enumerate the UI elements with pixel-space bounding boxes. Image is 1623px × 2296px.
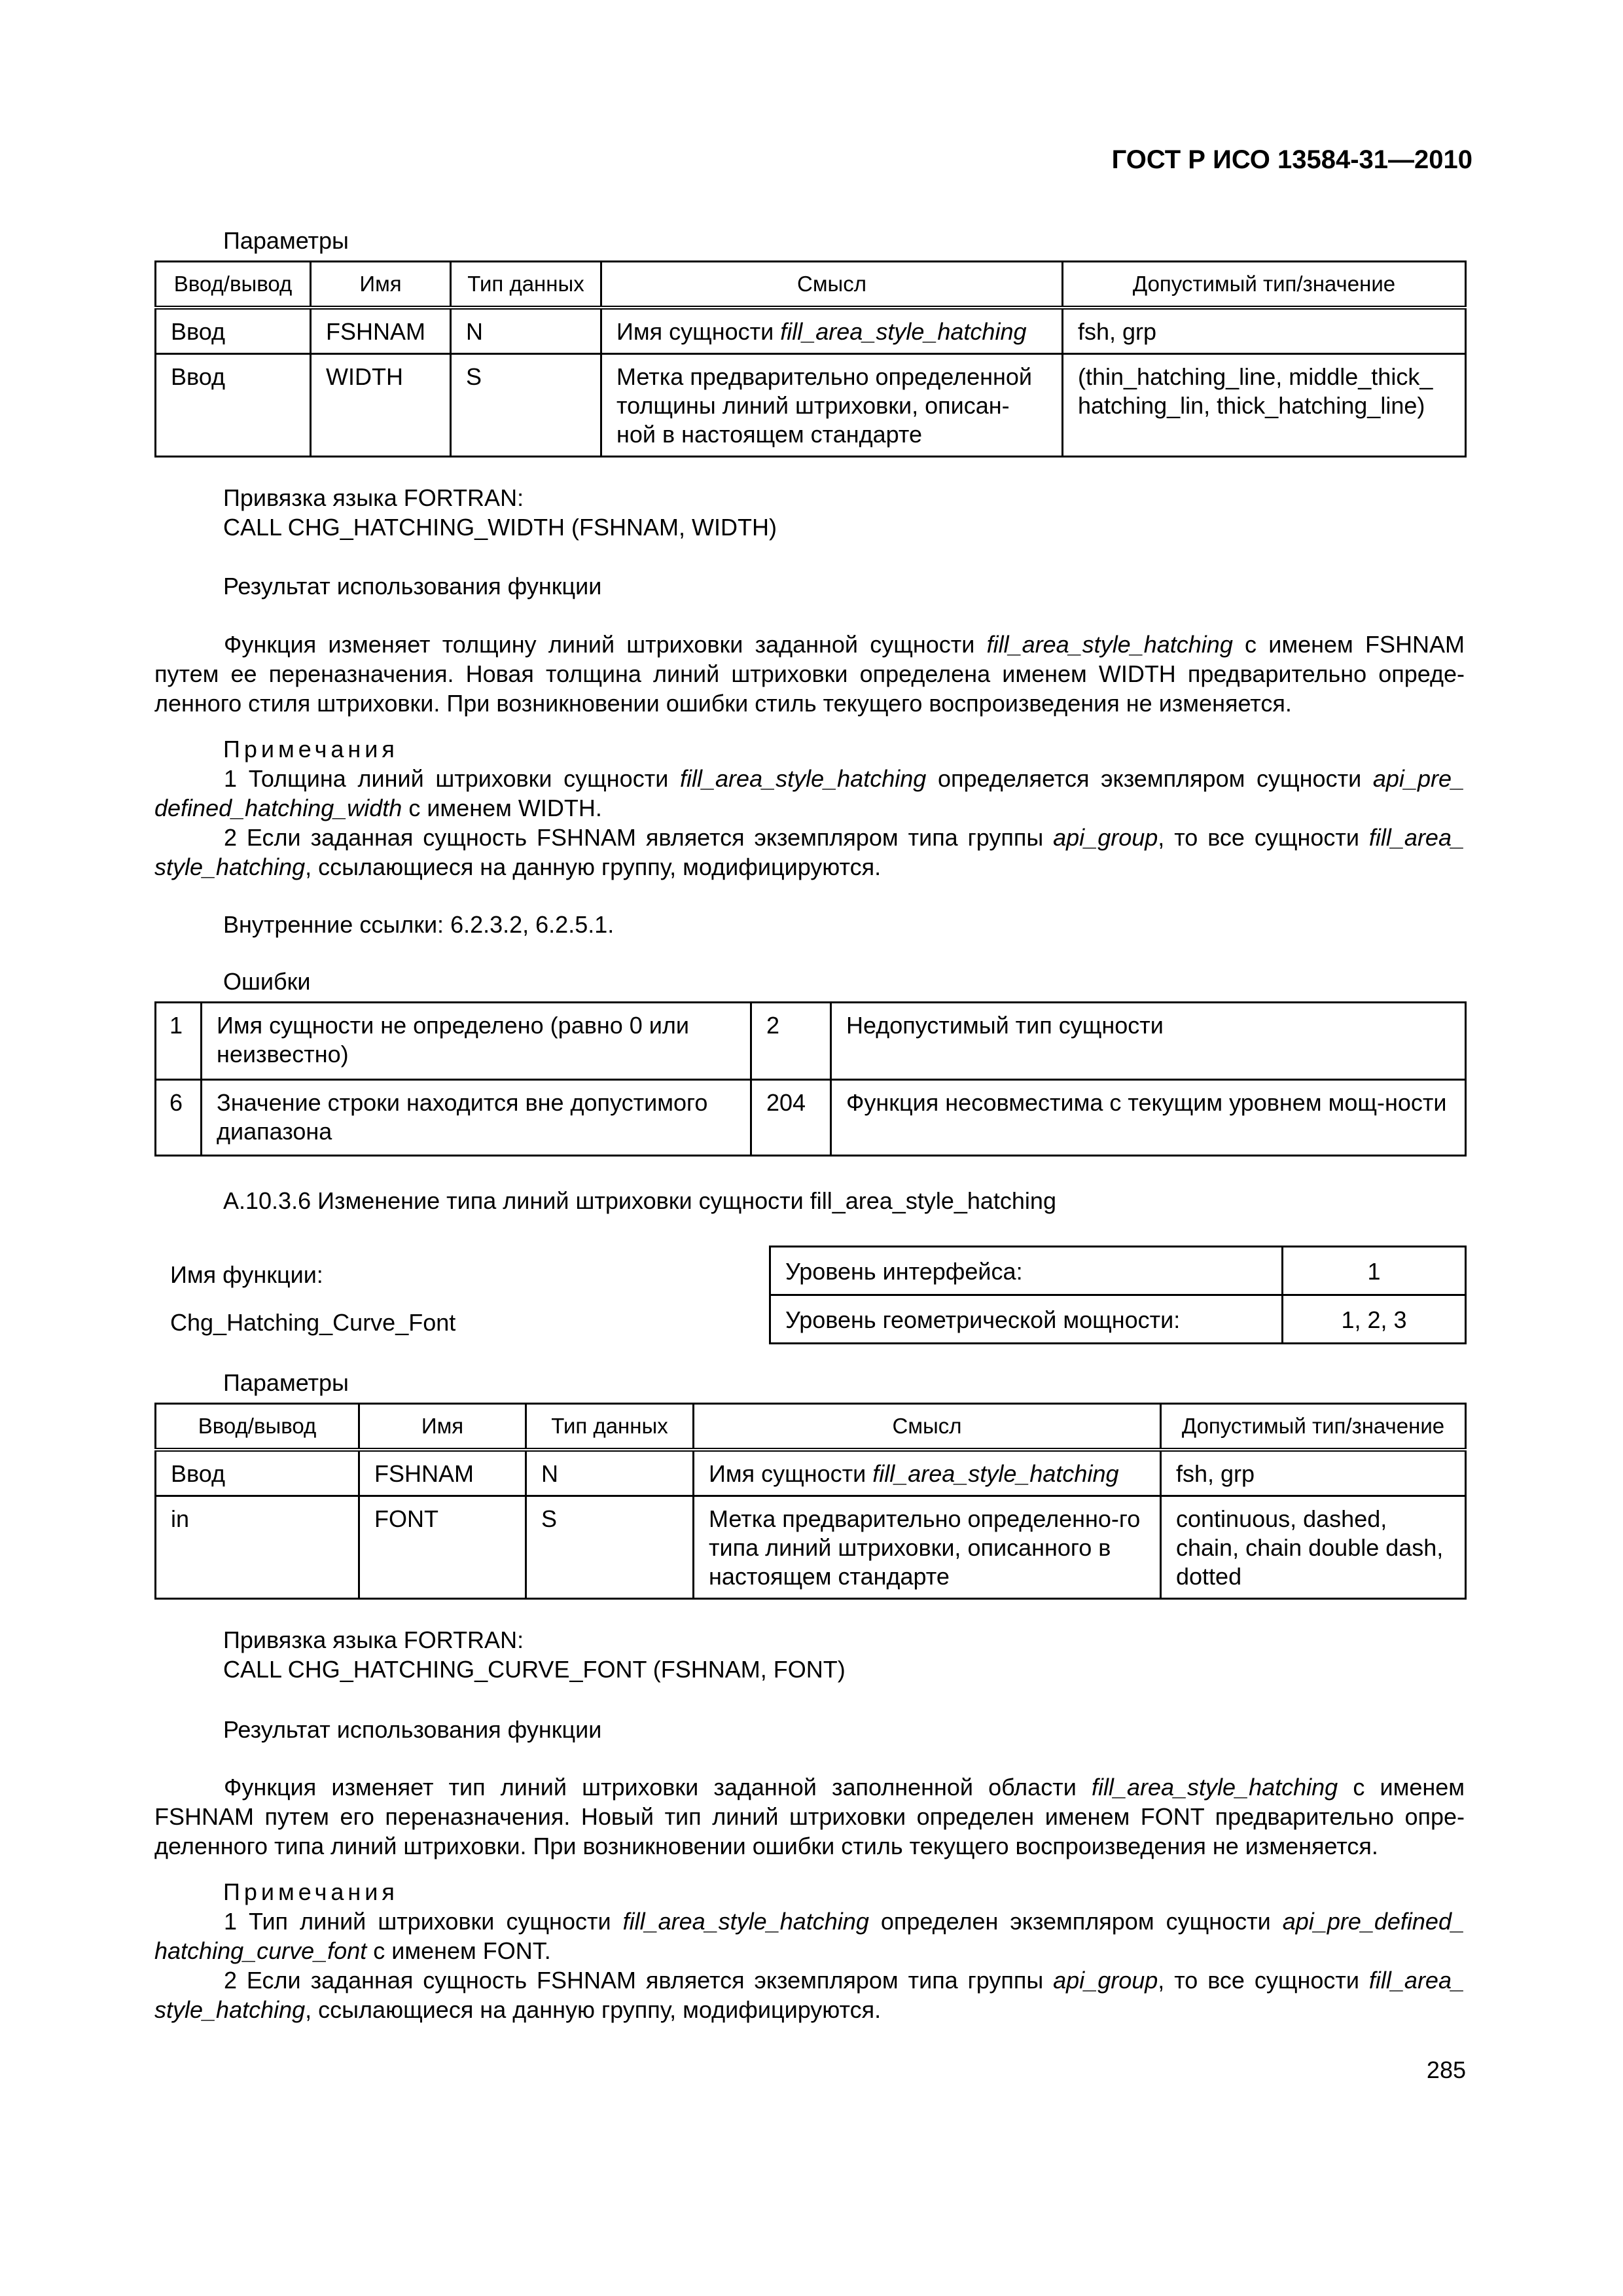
- internal-refs: Внутренние ссылки: 6.2.3.2, 6.2.5.1.: [223, 911, 615, 938]
- func-name: Chg_Hatching_Curve_Font: [170, 1309, 456, 1336]
- table-row: [156, 1003, 1466, 1080]
- notes-label: Примечания: [223, 1878, 399, 1905]
- cell-meaning: Имя сущности fill_area_style_hatching: [694, 1450, 1161, 1496]
- cell-allowed: (thin_hatching_line, middle_thick_ hatching_lin, thick_hatching_line): [1063, 354, 1466, 457]
- col-header-allowed: Допустимый тип/значение: [1063, 262, 1466, 308]
- error-text: Функция несовместима с текущим уровнем мощ-ности: [831, 1080, 1466, 1156]
- section-heading: A.10.3.6 Изменение типа линий штриховки сущности fill_area_style_hatching: [223, 1187, 1056, 1214]
- result-paragraph: Функция изменяет толщину линий штриховки заданной сущности fill_area_style_hatching с именем FSHNAM путем ее переназначения. Новая толщина линий штриховки определена именем WIDTH предварительно опреде-ленного стиля штриховки. При возникновении ошибки стиль текущего воспроизведения не изменяется.: [154, 631, 1465, 717]
- table-row: [156, 354, 1466, 457]
- table-row: [156, 308, 1466, 354]
- params-table: [154, 1403, 1467, 1600]
- table-row: [156, 1450, 1466, 1496]
- notes-label: Примечания: [223, 736, 399, 762]
- cell-io: Ввод: [156, 308, 311, 354]
- func-name-label: Имя функции:: [170, 1261, 323, 1288]
- cell-meaning: Имя сущности fill_area_style_hatching: [601, 308, 1063, 354]
- result-label: Результат использования функции: [223, 573, 602, 600]
- error-code: 204: [751, 1080, 831, 1156]
- table-row: [770, 1295, 1466, 1344]
- error-code: 1: [156, 1003, 202, 1080]
- cell-name: FSHNAM: [359, 1450, 526, 1496]
- document-header: ГОСТ Р ИСО 13584-31—2010: [1111, 145, 1472, 174]
- col-header-name: Имя: [359, 1404, 526, 1450]
- cell-name: WIDTH: [311, 354, 451, 457]
- level-value: 1, 2, 3: [1283, 1295, 1466, 1344]
- cell-name: FONT: [359, 1496, 526, 1599]
- error-code: 6: [156, 1080, 202, 1156]
- cell-type: N: [451, 308, 601, 354]
- table-row: [770, 1247, 1466, 1295]
- params-label: Параметры: [223, 1369, 349, 1396]
- cell-allowed: fsh, grp: [1063, 308, 1466, 354]
- error-text: Имя сущности не определено (равно 0 или неизвестно): [202, 1003, 751, 1080]
- params-label: Параметры: [223, 227, 349, 254]
- cell-type: S: [451, 354, 601, 457]
- fortran-binding: [223, 483, 777, 542]
- note-2: 2 Если заданная сущность FSHNAM является экземпляром типа группы api_group, то все сущности fill_area_ style_hatching, ссылающиеся на данную группу, модифицируются.: [154, 824, 1465, 880]
- col-header-allowed: Допустимый тип/значение: [1161, 1404, 1466, 1450]
- errors-label: Ошибки: [223, 968, 311, 995]
- col-header-meaning: Смысл: [694, 1404, 1161, 1450]
- params-table: [154, 260, 1467, 457]
- cell-type: N: [526, 1450, 694, 1496]
- table-header-row: [156, 1404, 1466, 1450]
- note-2: 2 Если заданная сущность FSHNAM является экземпляром типа группы api_group, то все сущности fill_area_ style_hatching, ссылающиеся на данную группу, модифицируются.: [154, 1967, 1465, 2023]
- cell-allowed: fsh, grp: [1161, 1450, 1466, 1496]
- col-header-meaning: Смысл: [601, 262, 1063, 308]
- fortran-call: CALL CHG_HATCHING_WIDTH (FSHNAM, WIDTH): [223, 514, 777, 541]
- fortran-label: Привязка языка FORTRAN:: [223, 1626, 524, 1653]
- level-label: Уровень интерфейса:: [770, 1247, 1283, 1295]
- errors-table: [154, 1001, 1467, 1157]
- table-row: [156, 1080, 1466, 1156]
- note-1: 1 Тип линий штриховки сущности fill_area_style_hatching определен экземпляром сущности api_pre_defined_ hatching_curve_font с именем FONT.: [154, 1908, 1465, 1964]
- level-label: Уровень геометрической мощности:: [770, 1295, 1283, 1344]
- fortran-binding: [223, 1625, 846, 1684]
- col-header-type: Тип данных: [526, 1404, 694, 1450]
- error-text: Недопустимый тип сущности: [831, 1003, 1466, 1080]
- error-code: 2: [751, 1003, 831, 1080]
- levels-table: [769, 1246, 1467, 1344]
- col-header-name: Имя: [311, 262, 451, 308]
- col-header-type: Тип данных: [451, 262, 601, 308]
- cell-meaning: Метка предварительно определенно-го типа линий штриховки, описанного в настоящем стандарте: [694, 1496, 1161, 1599]
- cell-io: Ввод: [156, 354, 311, 457]
- cell-type: S: [526, 1496, 694, 1599]
- table-row: [156, 1496, 1466, 1599]
- col-header-io: Ввод/вывод: [156, 1404, 359, 1450]
- error-text: Значение строки находится вне допустимого диапазона: [202, 1080, 751, 1156]
- cell-io: Ввод: [156, 1450, 359, 1496]
- level-value: 1: [1283, 1247, 1466, 1295]
- result-paragraph: Функция изменяет тип линий штриховки заданной заполненной области fill_area_style_hatching с именем FSHNAM путем его переназначения. Новый тип линий штриховки определен именем FONT предварительно опре-деленного типа линий штриховки. При возникновении ошибки стиль текущего воспроизведения не изменяется.: [154, 1774, 1465, 1859]
- cell-name: FSHNAM: [311, 308, 451, 354]
- page-number: 285: [1426, 2056, 1466, 2083]
- note-1: 1 Толщина линий штриховки сущности fill_area_style_hatching определяется экземпляром сущности api_pre_ defined_hatching_width с именем WIDTH.: [154, 765, 1465, 821]
- result-label: Результат использования функции: [223, 1716, 602, 1743]
- cell-io: in: [156, 1496, 359, 1599]
- table-header-row: [156, 262, 1466, 308]
- cell-meaning: Метка предварительно определенной толщины линий штриховки, описан-ной в настоящем стандарте: [601, 354, 1063, 457]
- col-header-io: Ввод/вывод: [156, 262, 311, 308]
- fortran-call: CALL CHG_HATCHING_CURVE_FONT (FSHNAM, FONT): [223, 1656, 846, 1683]
- cell-allowed: continuous, dashed, chain, chain double dash, dotted: [1161, 1496, 1466, 1599]
- fortran-label: Привязка языка FORTRAN:: [223, 484, 524, 511]
